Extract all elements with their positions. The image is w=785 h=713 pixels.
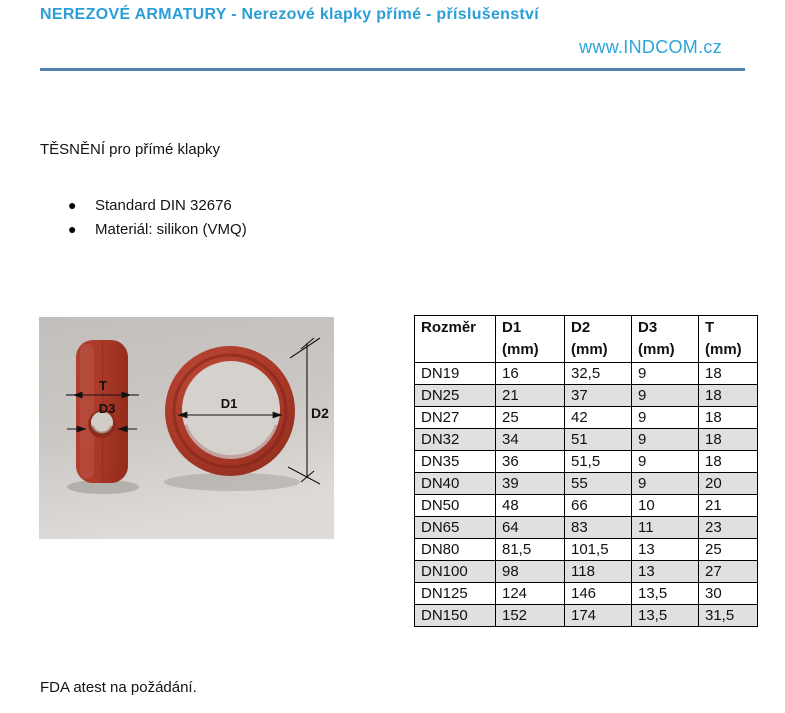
table-cell: 39	[496, 473, 565, 495]
table-cell: DN32	[415, 429, 496, 451]
bullet-list	[68, 197, 247, 245]
column-header: D1 (mm)	[496, 316, 565, 363]
table-cell: 146	[565, 583, 632, 605]
bullet-icon: ●	[68, 197, 77, 213]
table-cell: 31,5	[699, 605, 758, 627]
table-cell: DN19	[415, 363, 496, 385]
table-cell: 18	[699, 407, 758, 429]
column-header: Rozměr	[415, 316, 496, 363]
bullet-item-material	[68, 221, 247, 238]
table-cell: 9	[632, 363, 699, 385]
table-cell: 9	[632, 385, 699, 407]
table-cell: 25	[496, 407, 565, 429]
table-cell: 81,5	[496, 539, 565, 561]
table-cell: 51	[565, 429, 632, 451]
table-cell: 13,5	[632, 605, 699, 627]
bullet-text: Standard DIN 32676	[95, 197, 232, 214]
table-cell: DN35	[415, 451, 496, 473]
table-cell: 42	[565, 407, 632, 429]
d3-label: D3	[98, 401, 116, 416]
table-cell: 21	[699, 495, 758, 517]
table-row	[415, 539, 758, 561]
t-label: T	[99, 378, 107, 393]
table-cell: DN80	[415, 539, 496, 561]
table-cell: 83	[565, 517, 632, 539]
table-cell: 101,5	[565, 539, 632, 561]
table-cell: 174	[565, 605, 632, 627]
table-cell: DN50	[415, 495, 496, 517]
table-cell: 9	[632, 429, 699, 451]
header-divider	[40, 68, 745, 71]
table-cell: 48	[496, 495, 565, 517]
table-row	[415, 583, 758, 605]
table-row	[415, 561, 758, 583]
table-cell: 32,5	[565, 363, 632, 385]
table-row	[415, 363, 758, 385]
table-cell: 152	[496, 605, 565, 627]
section-title: TĚSNĚNÍ pro přímé klapky	[40, 141, 221, 158]
bullet-item-standard	[68, 197, 247, 214]
table-cell: 64	[496, 517, 565, 539]
table-cell: 27	[699, 561, 758, 583]
page-title: NEREZOVÉ ARMATURY - Nerezové klapky přímé - příslušenství	[40, 6, 540, 23]
column-header: D2 (mm)	[565, 316, 632, 363]
table-cell: 11	[632, 517, 699, 539]
table-cell: 55	[565, 473, 632, 495]
column-header: T (mm)	[699, 316, 758, 363]
table-cell: 118	[565, 561, 632, 583]
footer-note: FDA atest na požádání.	[40, 679, 197, 696]
column-header: D3 (mm)	[632, 316, 699, 363]
d2-label: D2	[311, 405, 329, 421]
table-row	[415, 605, 758, 627]
table-cell: 9	[632, 473, 699, 495]
bullet-icon: ●	[68, 221, 77, 237]
table-cell: DN100	[415, 561, 496, 583]
table-cell: 66	[565, 495, 632, 517]
table-cell: 36	[496, 451, 565, 473]
table-cell: DN125	[415, 583, 496, 605]
gasket-face-view	[165, 346, 295, 476]
table-cell: 34	[496, 429, 565, 451]
table-cell: 124	[496, 583, 565, 605]
table-cell: 30	[699, 583, 758, 605]
table-cell: 18	[699, 451, 758, 473]
table-cell: 51,5	[565, 451, 632, 473]
table-row	[415, 517, 758, 539]
table-cell: 98	[496, 561, 565, 583]
table-cell: 9	[632, 451, 699, 473]
table-row	[415, 407, 758, 429]
table-cell: 18	[699, 363, 758, 385]
table-row	[415, 429, 758, 451]
gasket-photo-figure	[39, 317, 334, 539]
table-cell: DN65	[415, 517, 496, 539]
dimensions-table	[414, 315, 758, 627]
table-cell: 18	[699, 429, 758, 451]
product-photo	[39, 317, 334, 539]
website-link[interactable]: www.INDCOM.cz	[579, 37, 722, 57]
table-cell: 23	[699, 517, 758, 539]
table-cell: DN150	[415, 605, 496, 627]
d1-label: D1	[220, 396, 238, 411]
table-row	[415, 385, 758, 407]
table-cell: 21	[496, 385, 565, 407]
table-cell: 20	[699, 473, 758, 495]
table-cell: 25	[699, 539, 758, 561]
table-cell: DN40	[415, 473, 496, 495]
bullet-text: Materiál: silikon (VMQ)	[95, 221, 247, 238]
table-cell: 10	[632, 495, 699, 517]
table-row	[415, 473, 758, 495]
table-cell: 37	[565, 385, 632, 407]
table-row	[415, 451, 758, 473]
table-cell: 18	[699, 385, 758, 407]
table-cell: 13,5	[632, 583, 699, 605]
table-header-row	[415, 316, 758, 363]
table-cell: 16	[496, 363, 565, 385]
table-cell: DN27	[415, 407, 496, 429]
table-cell: 13	[632, 561, 699, 583]
table-row	[415, 495, 758, 517]
table-cell: 9	[632, 407, 699, 429]
table-cell: DN25	[415, 385, 496, 407]
table-cell: 13	[632, 539, 699, 561]
